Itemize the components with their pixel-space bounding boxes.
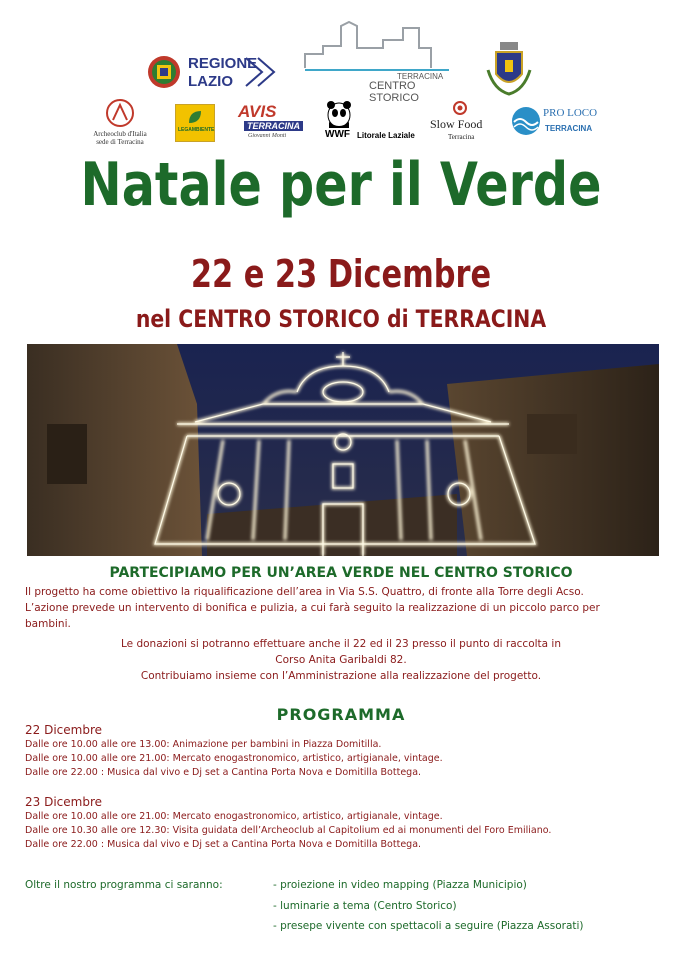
day2-schedule bbox=[25, 810, 551, 852]
centro-storico-logo bbox=[303, 18, 451, 104]
day2-heading: 23 Dicembre bbox=[25, 795, 102, 809]
schedule-desc: Animazione per bambini in Piazza Domitilla. bbox=[169, 739, 382, 750]
avis-line3: Giovanni Monti bbox=[248, 133, 287, 139]
intro-line3: bambini. bbox=[25, 618, 71, 630]
proloco-line2: TERRACINA bbox=[545, 124, 593, 133]
schedule-desc: Mercato enogastronomico, artistico, artigianale, vintage. bbox=[169, 753, 443, 764]
illuminated-church-photo bbox=[27, 344, 659, 556]
proloco-wave-icon bbox=[511, 106, 541, 136]
panda-icon bbox=[325, 100, 353, 128]
day1-schedule bbox=[25, 738, 443, 780]
slowfood-text: Slow Food bbox=[430, 117, 483, 131]
slowfood-caption: Terracina bbox=[448, 133, 475, 141]
intro-line4: Le donazioni si potranno effettuare anche il 22 ed il 23 presso il punto di raccolta in bbox=[121, 638, 561, 650]
intro-line6: Contribuiamo insieme con l’Amministrazione alla realizzazione del progetto. bbox=[140, 670, 542, 682]
legambiente-text: LEGAMBIENTE bbox=[178, 127, 215, 133]
intro-line1: Il progetto ha come obiettivo la riqualificazione dell’area in Via S.S. Quattro, di fronte alla Torre degli Acso. bbox=[25, 586, 584, 598]
avis-line2: TERRACINA bbox=[244, 121, 303, 131]
schedule-time: Dalle ore 10.00 alle ore 21.00: bbox=[25, 811, 170, 822]
extras-item-1: - proiezione in video mapping (Piazza Municipio) bbox=[273, 879, 527, 891]
day1-heading: 22 Dicembre bbox=[25, 723, 102, 737]
archeoclub-caption2: sede di Terracina bbox=[96, 138, 144, 146]
legambiente-leaf-icon bbox=[187, 109, 203, 125]
legambiente-logo bbox=[175, 104, 215, 142]
programma-title: PROGRAMMA bbox=[276, 705, 406, 724]
proloco-logo bbox=[511, 104, 601, 140]
avis-logo bbox=[236, 102, 302, 142]
regione-line2: LAZIO bbox=[188, 73, 233, 90]
extras-lead: Oltre il nostro programma ci saranno: bbox=[25, 879, 223, 891]
schedule-item bbox=[25, 824, 551, 838]
schedule-item bbox=[25, 838, 551, 852]
extras-item-2: - luminarie a tema (Centro Storico) bbox=[273, 900, 457, 912]
event-title: Natale per il Verde bbox=[80, 150, 602, 220]
regione-lazio-logo bbox=[146, 52, 281, 92]
schedule-time: Dalle ore 22.00 : bbox=[25, 839, 105, 850]
snail-icon bbox=[452, 100, 468, 116]
schedule-desc: Musica dal vivo e Dj set a Cantina Porta Nova e Domitilla Bottega. bbox=[104, 839, 422, 850]
terracina-coat-of-arms bbox=[484, 40, 534, 98]
schedule-desc: Mercato enogastronomico, artistico, artigianale, vintage. bbox=[169, 811, 443, 822]
schedule-item bbox=[25, 752, 443, 766]
intro-line5: Corso Anita Garibaldi 82. bbox=[275, 654, 407, 666]
wwf-logo bbox=[325, 100, 417, 144]
regione-chevron-icon bbox=[242, 54, 282, 90]
schedule-item bbox=[25, 766, 443, 780]
proloco-line1: PRO LOCO bbox=[543, 107, 598, 119]
schedule-desc: Musica dal vivo e Dj set a Cantina Porta Nova e Domitilla Bottega. bbox=[104, 767, 422, 778]
wwf-caption: Litorale Laziale bbox=[357, 131, 415, 140]
slowfood-logo bbox=[428, 100, 498, 144]
event-place: nel CENTRO STORICO di TERRACINA bbox=[135, 305, 547, 333]
section-heading: PARTECIPIAMO PER UN’AREA VERDE NEL CENTRO STORICO bbox=[109, 565, 573, 581]
archeoclub-icon bbox=[105, 98, 135, 128]
centro-line2: CENTRO STORICO bbox=[369, 80, 419, 104]
archeoclub-caption1: Archeoclub d'Italia bbox=[93, 130, 147, 138]
extras-item-3: - presepe vivente con spettacoli a seguire (Piazza Assorati) bbox=[273, 920, 584, 932]
regione-line1: REGIONE bbox=[188, 55, 258, 72]
schedule-time: Dalle ore 10.00 alle ore 13.00: bbox=[25, 739, 170, 750]
schedule-desc: Visita guidata dell’Archeoclub al Capitolium ed ai monumenti del Foro Emiliano. bbox=[169, 825, 552, 836]
schedule-time: Dalle ore 10.30 alle ore 12.30: bbox=[25, 825, 170, 836]
wwf-text: WWF bbox=[325, 129, 350, 140]
schedule-time: Dalle ore 10.00 alle ore 21.00: bbox=[25, 753, 170, 764]
intro-line2: L’azione prevede un intervento di bonifica e pulizia, a cui farà seguito la realizzazione di un piccolo parco per bbox=[25, 602, 600, 614]
centro-line1: TERRACINA bbox=[397, 72, 444, 81]
schedule-time: Dalle ore 22.00 : bbox=[25, 767, 105, 778]
coat-of-arms-icon bbox=[484, 40, 534, 98]
schedule-item bbox=[25, 810, 551, 824]
skyline-icon bbox=[303, 18, 451, 78]
church-lights-image bbox=[27, 344, 659, 556]
regione-emblem-icon bbox=[146, 54, 182, 90]
archeoclub-logo bbox=[88, 98, 152, 146]
avis-line1: AVIS bbox=[238, 102, 277, 121]
event-dates: 22 e 23 Dicembre bbox=[190, 252, 492, 296]
schedule-item bbox=[25, 738, 443, 752]
